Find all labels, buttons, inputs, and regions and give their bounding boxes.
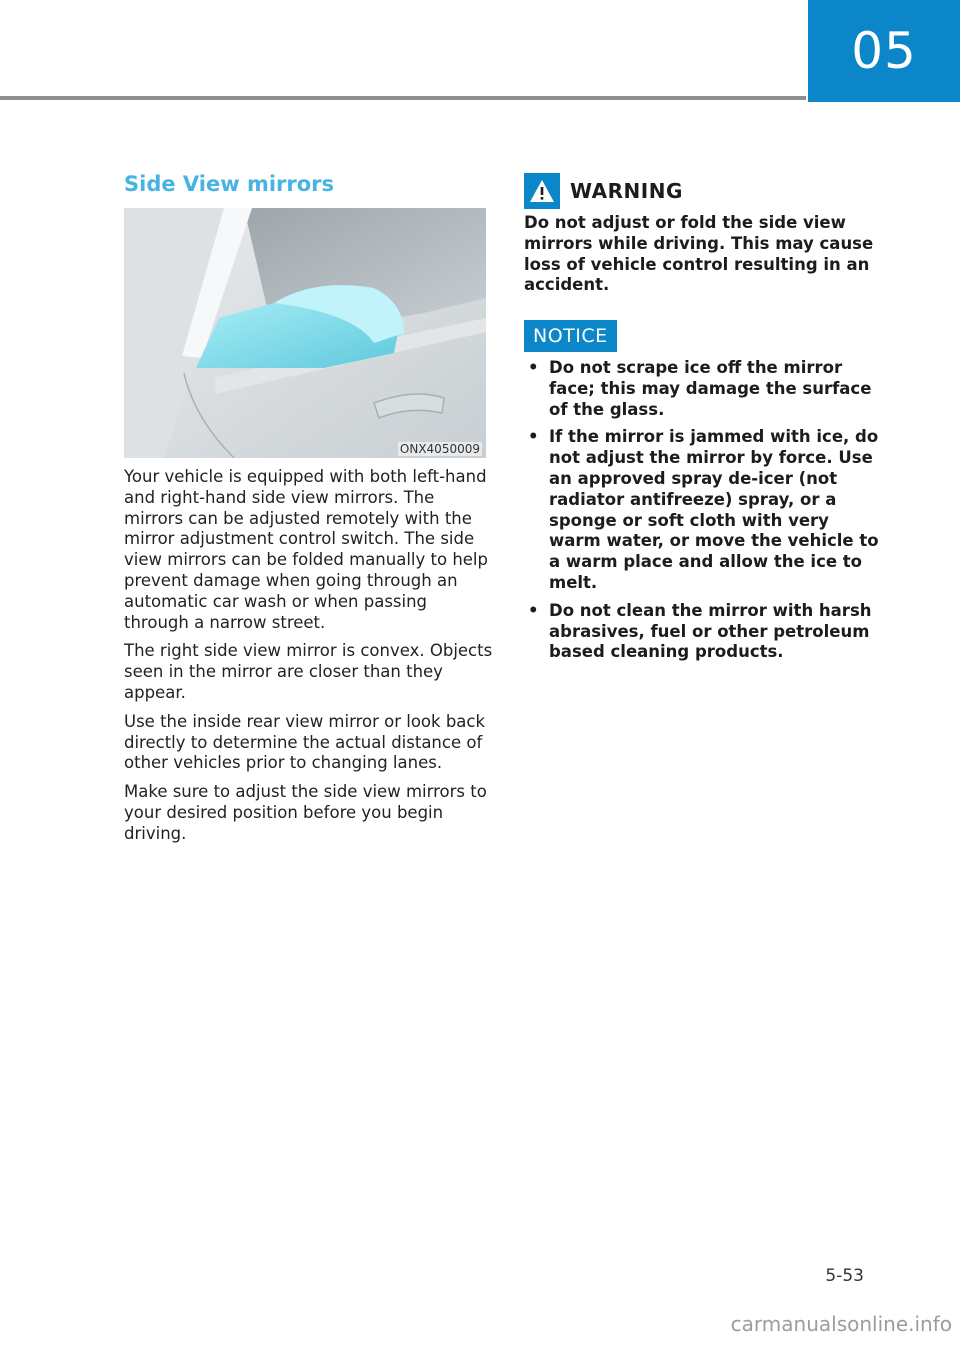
notice-badge bbox=[524, 320, 617, 352]
warning-header bbox=[524, 172, 683, 210]
chapter-number: 05 bbox=[851, 22, 917, 80]
bullet-icon: • bbox=[528, 427, 539, 447]
warning-title: WARNING bbox=[570, 179, 683, 203]
paragraph: Use the inside rear view mirror or look back directly to determine the actual distance of other vehicles prior to changing lanes. bbox=[124, 711, 486, 773]
chapter-tab bbox=[808, 0, 960, 102]
body-text bbox=[124, 467, 494, 853]
section-title: Side View mirrors bbox=[124, 172, 335, 196]
bullet-icon: • bbox=[528, 600, 539, 620]
side-mirror-drawing bbox=[124, 208, 486, 458]
list-item bbox=[524, 601, 886, 663]
figure-code: ONX4050009 bbox=[399, 442, 480, 456]
paragraph: Make sure to adjust the side view mirrors to your desired position before you begin driving. bbox=[124, 782, 487, 843]
notice-list bbox=[524, 358, 886, 670]
side-mirror-illustration bbox=[124, 208, 486, 458]
notice-item-text: Do not clean the mirror with harsh abrasives, fuel or other petroleum based cleaning products. bbox=[549, 600, 872, 662]
notice-item-text: Do not scrape ice off the mirror face; this may damage the surface of the glass. bbox=[549, 358, 872, 419]
list-item bbox=[524, 427, 886, 593]
warning-triangle-icon bbox=[524, 173, 560, 209]
bullet-icon: • bbox=[528, 358, 539, 377]
warning-text: Do not adjust or fold the side view mirrors while driving. This may cause loss of vehicle control resulting in an accident. bbox=[524, 213, 874, 295]
paragraph: Your vehicle is equipped with both left-hand and right-hand side view mirrors. The mirrors can be adjusted remotely with the mirror adjustment control switch. The side view mirrors can be folded manually to help prevent damage when going through an automatic car wash or when passing through a narrow street. bbox=[124, 467, 488, 632]
paragraph: The right side view mirror is convex. Objects seen in the mirror are closer than they appear. bbox=[124, 641, 493, 702]
watermark: carmanualsonline.info bbox=[730, 1312, 952, 1336]
notice-label: NOTICE bbox=[533, 325, 608, 347]
list-item bbox=[524, 358, 886, 420]
header-rule bbox=[0, 96, 806, 100]
notice-item-text: If the mirror is jammed with ice, do not adjust the mirror by force. Use an approved spray de-icer (not radiator antifreeze) spray, or a sponge or soft cloth with very warm water, or move the vehicle to a warm place and allow the ice to melt. bbox=[549, 427, 879, 592]
page-number: 5-53 bbox=[825, 1266, 864, 1286]
